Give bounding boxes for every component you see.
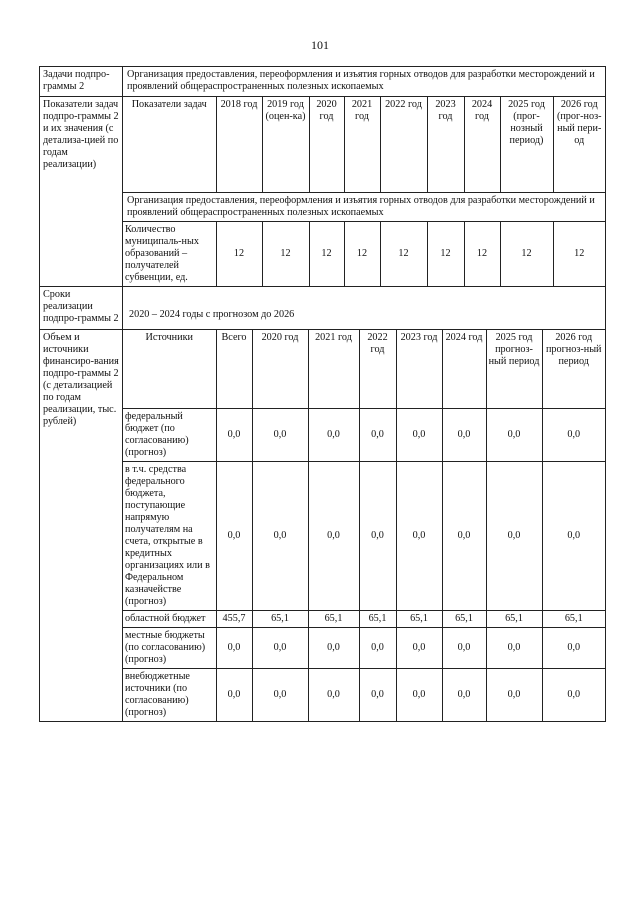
- funding-value: 65,1: [359, 611, 396, 628]
- indicators-header: 2022 год: [380, 97, 427, 192]
- funding-table: [123, 330, 605, 722]
- funding-value: 65,1: [252, 611, 308, 628]
- indicator-value: 12: [216, 221, 262, 286]
- funding-source-row: [123, 409, 605, 462]
- funding-header: Всего: [216, 330, 252, 409]
- tasks-row: [40, 67, 606, 97]
- passport-table: [39, 66, 606, 722]
- funding-value: 0,0: [216, 409, 252, 462]
- indicators-header: 2019 год (оцен-ка): [262, 97, 309, 192]
- funding-source-row: [123, 462, 605, 611]
- indicator-value: 12: [344, 221, 380, 286]
- funding-source-row: [123, 611, 605, 628]
- indicator-value: 12: [553, 221, 605, 286]
- tasks-text: Организация предоставления, переоформления и изъятия горных отводов для разработки месторождений и проявлений общераспространенных полезных ископаемых: [127, 69, 595, 92]
- funding-value: 455,7: [216, 611, 252, 628]
- indicator-value: 12: [464, 221, 500, 286]
- indicators-header: Показатели задач: [123, 97, 216, 192]
- funding-value: 0,0: [308, 462, 359, 611]
- funding-value: 0,0: [308, 669, 359, 722]
- funding-value: 0,0: [216, 628, 252, 669]
- indicators-header-row: [123, 97, 605, 192]
- indicators-label: Показатели задач подпро-граммы 2 и их значения (с детализа-цией по годам реализации): [40, 97, 123, 287]
- funding-header: 2025 год прогноз-ный период: [486, 330, 542, 409]
- funding-source-name: федеральный бюджет (по согласованию) (прогноз): [123, 409, 216, 462]
- indicators-table: [123, 97, 605, 286]
- funding-value: 0,0: [216, 669, 252, 722]
- funding-header: Источники: [123, 330, 216, 409]
- funding-header: 2022 год: [359, 330, 396, 409]
- funding-value: 0,0: [542, 669, 605, 722]
- tasks-cell: [123, 67, 606, 97]
- funding-value: 0,0: [542, 409, 605, 462]
- funding-header: 2023 год: [396, 330, 442, 409]
- funding-value: 0,0: [252, 628, 308, 669]
- funding-value: 0,0: [442, 409, 486, 462]
- indicator-value: 12: [380, 221, 427, 286]
- funding-value: 0,0: [396, 669, 442, 722]
- funding-header: 2024 год: [442, 330, 486, 409]
- funding-value: 0,0: [359, 462, 396, 611]
- funding-value: 0,0: [359, 409, 396, 462]
- indicators-header: 2025 год (прог-нозный период): [500, 97, 553, 192]
- funding-header-row: [123, 330, 605, 409]
- funding-value: 0,0: [442, 628, 486, 669]
- indicator-value: 12: [427, 221, 464, 286]
- funding-value: 0,0: [442, 669, 486, 722]
- funding-value: 65,1: [542, 611, 605, 628]
- tasks-label: Задачи подпро-граммы 2: [40, 67, 123, 97]
- funding-value: 0,0: [396, 628, 442, 669]
- funding-value: 0,0: [252, 409, 308, 462]
- funding-value: 0,0: [359, 628, 396, 669]
- funding-value: 65,1: [396, 611, 442, 628]
- funding-row: [40, 329, 606, 722]
- funding-value: 0,0: [542, 628, 605, 669]
- funding-header: 2026 год прогноз-ный период: [542, 330, 605, 409]
- funding-source-name: местные бюджеты (по согласованию) (прогноз): [123, 628, 216, 669]
- indicators-value-row: [123, 221, 605, 286]
- indicators-header: 2023 год: [427, 97, 464, 192]
- terms-label: Сроки реализации подпро-граммы 2: [40, 286, 123, 329]
- terms-cell: [123, 286, 606, 329]
- funding-header: 2020 год: [252, 330, 308, 409]
- indicators-task-text: Организация предоставления, переоформления и изъятия горных отводов для разработки месторождений и проявлений общераспространенных полезных ископаемых: [123, 192, 605, 221]
- funding-value: 0,0: [359, 669, 396, 722]
- funding-source-name: в т.ч. средства федерального бюджета, поступающие напрямую получателям на счета, открытые в кредитных организациях или в Федеральном казначействе (прогноз): [123, 462, 216, 611]
- indicator-value: 12: [262, 221, 309, 286]
- funding-value: 0,0: [252, 669, 308, 722]
- indicators-task-row: [123, 192, 605, 221]
- indicator-value: 12: [309, 221, 344, 286]
- funding-value: 0,0: [308, 628, 359, 669]
- indicators-header: 2026 год (прог-ноз-ный пери-од: [553, 97, 605, 192]
- funding-source-name: областной бюджет: [123, 611, 216, 628]
- page-number: 101: [311, 38, 329, 52]
- indicators-header: 2021 год: [344, 97, 380, 192]
- funding-value: 0,0: [442, 462, 486, 611]
- indicators-header: 2018 год: [216, 97, 262, 192]
- funding-label: Объем и источники финансиро-вания подпро-граммы 2 (с детализацией по годам реализации, тыс. рублей): [40, 329, 123, 722]
- funding-value: 0,0: [308, 409, 359, 462]
- indicators-cell: [123, 97, 606, 287]
- funding-value: 0,0: [542, 462, 605, 611]
- indicators-header: 2020 год: [309, 97, 344, 192]
- indicators-row: [40, 97, 606, 287]
- indicators-header: 2024 год: [464, 97, 500, 192]
- funding-value: 0,0: [486, 462, 542, 611]
- funding-source-name: внебюджетные источники (по согласованию) (прогноз): [123, 669, 216, 722]
- funding-value: 65,1: [486, 611, 542, 628]
- funding-value: 0,0: [252, 462, 308, 611]
- funding-value: 0,0: [396, 462, 442, 611]
- funding-source-row: [123, 669, 605, 722]
- funding-header: 2021 год: [308, 330, 359, 409]
- funding-value: 65,1: [308, 611, 359, 628]
- funding-value: 0,0: [486, 409, 542, 462]
- funding-value: 0,0: [216, 462, 252, 611]
- terms-text: 2020 – 2024 годы с прогнозом до 2026: [129, 308, 295, 320]
- indicator-name: Количество муниципаль-ных образований – получателей субвенции, ед.: [123, 221, 216, 286]
- funding-value: 0,0: [486, 669, 542, 722]
- terms-row: [40, 286, 606, 329]
- funding-source-row: [123, 628, 605, 669]
- funding-value: 0,0: [396, 409, 442, 462]
- indicator-value: 12: [500, 221, 553, 286]
- funding-value: 65,1: [442, 611, 486, 628]
- funding-value: 0,0: [486, 628, 542, 669]
- funding-cell: [123, 329, 606, 722]
